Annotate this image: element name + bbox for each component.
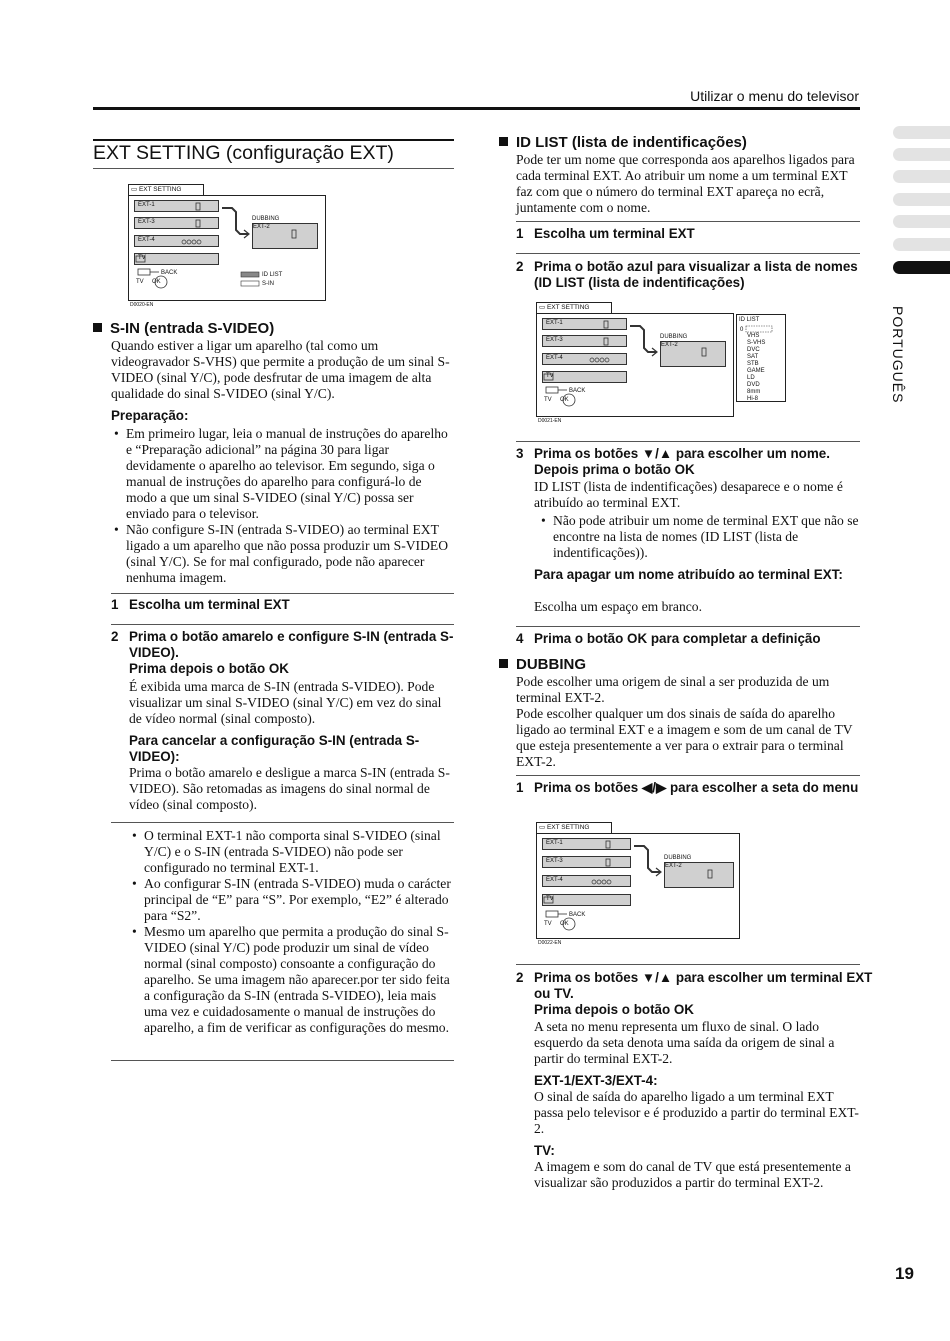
ext-terminals-title: EXT-1/EXT-3/EXT-4: <box>534 1073 658 1088</box>
side-tab <box>893 215 950 228</box>
cancel-s-in-title: Para cancelar a configuração S-IN (entrada S-VIDEO): <box>129 733 420 764</box>
list-item: • Não pode atribuir um nome de terminal EXT que não se encontre na lista de nomes (ID LIST (lista de indentificações)). <box>538 513 860 561</box>
menu-graphics <box>536 820 746 950</box>
side-language-label: PORTUGUÊS <box>890 306 906 404</box>
id-list-step-4: 4 Prima o botão OK para completar a definição <box>516 631 821 646</box>
id-list-step-3-note <box>538 513 860 561</box>
dubbing-intro-1: Pode escolher uma origem de sinal a ser produzida de um terminal EXT-2. <box>516 674 830 705</box>
menu-graphics <box>128 182 328 310</box>
square-bullet-icon <box>93 323 102 332</box>
erase-name-body: Escolha um espaço em branco. <box>534 599 702 614</box>
running-header: Utilizar o menu do televisor <box>690 88 859 104</box>
preparation-list <box>111 426 454 586</box>
side-tab <box>893 238 950 251</box>
id-list-step-1: 1 Escolha um terminal EXT <box>516 226 695 241</box>
side-tab <box>893 193 950 206</box>
s-in-notes <box>129 828 454 1036</box>
svg-text:0: 0 <box>740 327 744 333</box>
page-number: 19 <box>895 1264 914 1283</box>
erase-name-title: Para apagar um nome atribuído ao terminal EXT: <box>534 567 843 582</box>
side-tab <box>893 170 950 183</box>
dubbing-step-1: 1 Prima os botões ◀/▶ para escolher a seta do menu <box>516 780 859 795</box>
ok-button-glyph: OK <box>268 661 289 676</box>
list-item: • Mesmo um aparelho que permita a produção do sinal S-VIDEO (sinal Y/C) pode produzir um sinal de vídeo normal (sinal composto) consoante a configuração do aparelho. Se uma imagem não aparecer.por ter sido feita a configuração da S-IN (entrada S-VIDEO), leia mais uma vez e cuidadosamente o manual de instruções do aparelho, a fim de verificar as configurações do mesmo. <box>129 924 454 1036</box>
section-title-id-list: ID LIST (lista de indentificações) <box>499 134 747 152</box>
square-bullet-icon <box>499 659 508 668</box>
section-title-s-in: S-IN (entrada S-VIDEO) <box>93 320 274 338</box>
side-tab-active <box>893 261 950 274</box>
menu-graphics <box>536 300 796 430</box>
section-title-dubbing: DUBBING <box>499 656 586 674</box>
dubbing-step-2-body: A seta no menu representa um fluxo de sinal. O lado esquerdo da seta denota uma saída da origem de sinal a partir do terminal EXT-2. <box>534 1019 835 1066</box>
section-title-ext-setting: EXT SETTING (configuração EXT) <box>93 142 394 164</box>
down-up-arrows-icon: ▼/▲ <box>641 446 673 461</box>
dubbing-menu-diagram: ▭ EXT SETTING EXT-1 EXT-3 EXT-4 TV DUBBING EXT-2 BACK OK TV D0022-EN <box>536 820 746 950</box>
s-in-step-1: 1 Escolha um terminal EXT <box>111 597 290 612</box>
side-tab <box>893 126 950 139</box>
id-list-step-3: 3 Prima os botões ▼/▲ para escolher um nome. Depois prima o botão OK <box>516 446 830 477</box>
down-up-arrows-icon: ▼/▲ <box>641 970 673 985</box>
ok-button-glyph: OK <box>627 631 648 646</box>
dubbing-intro-2: Pode escolher qualquer um dos sinais de saída do aparelho ligado ao terminal EXT e a imagem e som de um canal de TV que esteja presentemente a ver para o extrair para o terminal EXT-2. <box>516 706 853 769</box>
s-in-step-2: 2 Prima o botão amarelo e configure S-IN (entrada S-VIDEO). Prima depois o botão OK <box>111 629 454 676</box>
list-item: • Ao configurar S-IN (entrada S-VIDEO) muda o carácter principal de “E” para “S”. Por exemplo, “E2” é alterado para “S2”. <box>129 876 454 924</box>
ok-button-glyph: OK <box>674 462 695 477</box>
list-item: • Em primeiro lugar, leia o manual de instruções do aparelho e “Preparação adicional” na página 30 para ligar devidamente o aparelho ao televisor. Em segundo, siga o manual de instruções do aparelho para configurá-lo de modo a que um sinal S-VIDEO (sinal Y/C) possa ser enviado para o televisor. <box>111 426 454 522</box>
id-list-step-2: 2 Prima o botão azul para visualizar a lista de nomes (ID LIST (lista de indentificações) <box>516 259 858 290</box>
id-list-intro: Pode ter um nome que corresponda aos aparelhos ligados para cada terminal EXT. Ao atribuir um nome a um terminal EXT faz com que o número do terminal EXT apareça no ecrã, juntamente com o nome. <box>516 152 855 215</box>
id-list-step-3-body: ID LIST (lista de indentificações) desaparece e o nome é atribuído ao terminal EXT. <box>534 479 843 510</box>
list-item: • O terminal EXT-1 não comporta sinal S-VIDEO (sinal Y/C) e o S-IN (entrada S-VIDEO) não pode ser configurado no terminal EXT-1. <box>129 828 454 876</box>
tv-title: TV: <box>534 1143 555 1158</box>
section-rule <box>93 168 454 169</box>
ext-terminals-body: O sinal de saída do aparelho ligado a um terminal EXT passa pelo televisor e é produzido a partir do terminal EXT-2. <box>534 1089 859 1136</box>
dubbing-step-2: 2 Prima os botões ▼/▲ para escolher um terminal EXT ou TV. Prima depois o botão OK <box>516 970 873 1017</box>
cancel-s-in-body: Prima o botão amarelo e desligue a marca S-IN (entrada S-VIDEO). São retomadas as imagens do sinal normal de vídeo (sinal composto). <box>129 765 450 812</box>
remote-icon: ▭ <box>539 824 546 831</box>
header-rule <box>93 107 860 110</box>
ok-button-glyph: OK <box>673 1002 694 1017</box>
id-list-menu-diagram: ▭ EXT SETTING EXT-1 EXT-3 EXT-4 TV DUBBING EXT-2 BACK OK TV D0021-EN ID LIST VHS S-VHS DVC SAT STB GAME LD DVD 8mm Hi-8 0 <box>536 300 796 430</box>
remote-icon: ▭ <box>539 304 546 311</box>
left-right-arrows-icon: ◀/▶ <box>641 780 667 795</box>
section-rule <box>93 139 454 141</box>
square-bullet-icon <box>499 137 508 146</box>
list-item: • Não configure S-IN (entrada S-VIDEO) ao terminal EXT ligado a um aparelho que não possa produzir um S-VIDEO (sinal Y/C). Se for mal configurado, pode não aparecer nenhuma imagem. <box>111 522 454 586</box>
ext-setting-menu-diagram: ▭ EXT SETTING EXT-1 EXT-3 EXT-4 TV DUBBING EXT-2 BACK OK TV ID LIST S-IN D0020-EN <box>128 182 328 310</box>
s-in-intro: Quando estiver a ligar um aparelho (tal como um videogravador S-VHS) que permite a produção de um sinal S-VIDEO (sinal Y/C), pode desfrutar de uma imagem de alta qualidade do sinal S-VIDEO (sinal Y/C). <box>111 338 450 401</box>
remote-icon: ▭ <box>131 186 138 193</box>
s-in-step-2-body: É exibida uma marca de S-IN (entrada S-VIDEO). Pode visualizar um sinal S-VIDEO (sinal Y/C) em vez do sinal de vídeo normal (sinal composto). <box>129 679 442 726</box>
tv-body: A imagem e som do canal de TV que está presentemente a visualizar são produzidos a partir do terminal EXT-2. <box>534 1159 851 1190</box>
side-tab <box>893 148 950 161</box>
preparation-title: Preparação: <box>111 408 189 423</box>
